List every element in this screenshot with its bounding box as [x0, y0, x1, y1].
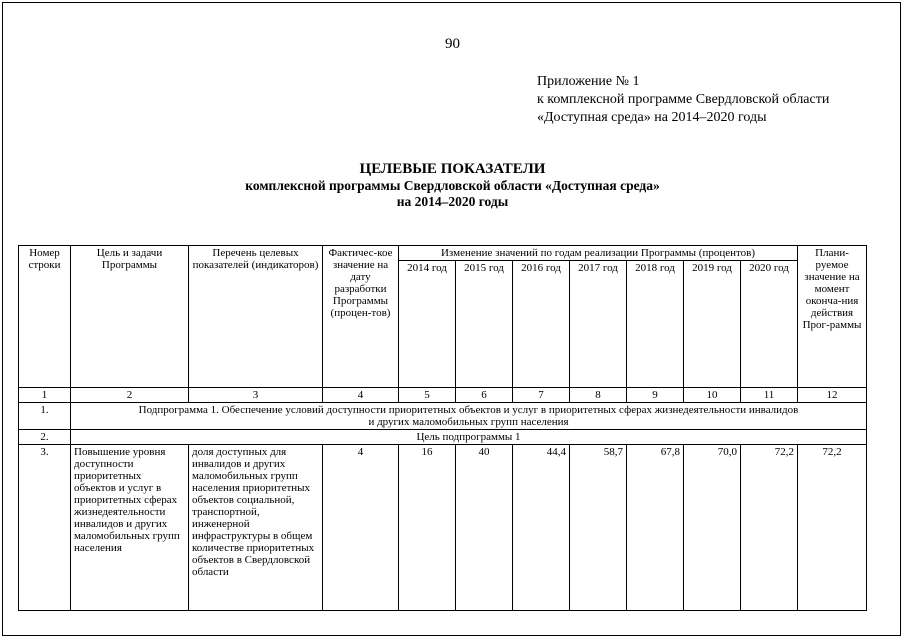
- header-planned-value: Плани-руемое значение на момент оконча-ния действия Прог-раммы: [798, 246, 867, 388]
- subprogram-title-line-1: Подпрограмма 1. Обеспечение условий доступности приоритетных объектов и услуг в приоритетных сферах жизнедеятельности инвалидов: [138, 404, 799, 416]
- column-number: 1: [19, 388, 71, 403]
- appendix-line-3: «Доступная среда» на 2014–2020 годы: [537, 110, 767, 125]
- column-number: 8: [570, 388, 627, 403]
- goal-cell: Повышение уровня доступности приоритетных объектов и услуг в приоритетных сферах жизнедеятельности инвалидов и других маломобильных групп населения: [71, 445, 189, 611]
- year-value-cell: 58,7: [570, 445, 627, 611]
- appendix-note: [537, 73, 829, 127]
- table-row: [19, 403, 867, 430]
- column-number: 2: [71, 388, 189, 403]
- header-year: 2020 год: [741, 261, 798, 388]
- indicator-cell: доля доступных для инвалидов и других маломобильных групп населения приоритетных объектов социальной, транспортной, инженерной инфраструктуры в общем количестве приоритетных объектов в Свердловской области: [189, 445, 323, 611]
- header-year: 2019 год: [684, 261, 741, 388]
- header-year: 2018 год: [627, 261, 684, 388]
- row-number: 1.: [19, 403, 71, 430]
- column-numbers-row: [19, 388, 867, 403]
- document-title: [0, 160, 905, 210]
- title-line-2: комплексной программы Свердловской области «Доступная среда»: [245, 178, 660, 193]
- header-yearly-changes: Изменение значений по годам реализации Программы (процентов): [399, 246, 798, 261]
- column-number: 9: [627, 388, 684, 403]
- table-row: [19, 430, 867, 445]
- header-year: 2015 год: [456, 261, 513, 388]
- indicators-table: [18, 245, 867, 611]
- year-value-cell: 67,8: [627, 445, 684, 611]
- header-year: 2017 год: [570, 261, 627, 388]
- header-goal: Цель и задачи Программы: [71, 246, 189, 388]
- header-actual-value: Фактичес-кое значение на дату разработки Программы (процен-тов): [323, 246, 399, 388]
- header-row-number: Номер строки: [19, 246, 71, 388]
- page-number: 90: [445, 36, 460, 52]
- subprogram-goal-title: Цель подпрограммы 1: [71, 430, 867, 445]
- year-value-cell: 72,2: [741, 445, 798, 611]
- title-line-3: на 2014–2020 годы: [396, 194, 509, 209]
- header-year: 2016 год: [513, 261, 570, 388]
- planned-value-cell: 72,2: [798, 445, 867, 611]
- header-indicators: Перечень целевых показателей (индикаторов): [189, 246, 323, 388]
- column-number: 5: [399, 388, 456, 403]
- year-value-cell: 40: [456, 445, 513, 611]
- row-number: 2.: [19, 430, 71, 445]
- header-year: 2014 год: [399, 261, 456, 388]
- appendix-line-1: Приложение № 1: [537, 74, 640, 89]
- column-number: 3: [189, 388, 323, 403]
- appendix-line-2: к комплексной программе Свердловской области: [537, 92, 830, 107]
- year-value-cell: 16: [399, 445, 456, 611]
- column-number: 12: [798, 388, 867, 403]
- header-row-1: [19, 246, 867, 261]
- column-number: 6: [456, 388, 513, 403]
- column-number: 4: [323, 388, 399, 403]
- actual-value-cell: 4: [323, 445, 399, 611]
- column-number: 10: [684, 388, 741, 403]
- subprogram-title-line-2: и других маломобильных групп населения: [368, 416, 569, 428]
- column-number: 7: [513, 388, 570, 403]
- column-number: 11: [741, 388, 798, 403]
- subprogram-title: [71, 403, 867, 430]
- title-line-1: ЦЕЛЕВЫЕ ПОКАЗАТЕЛИ: [359, 161, 546, 177]
- table-row: [19, 445, 867, 611]
- row-number: 3.: [19, 445, 71, 611]
- year-value-cell: 70,0: [684, 445, 741, 611]
- year-value-cell: 44,4: [513, 445, 570, 611]
